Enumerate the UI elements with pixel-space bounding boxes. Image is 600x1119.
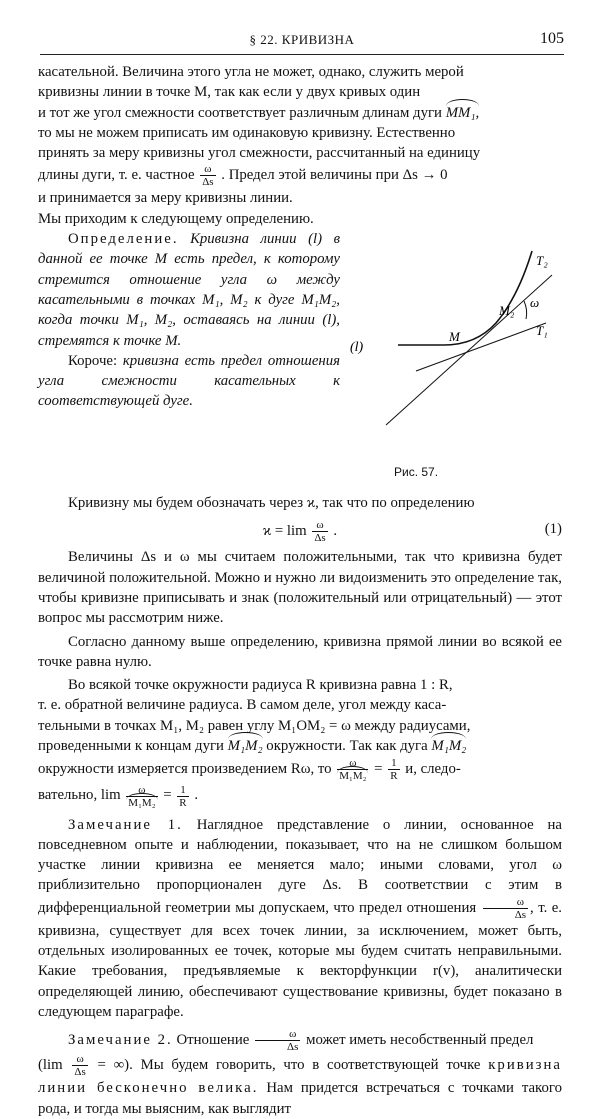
- formula-lhs: ϰ = lim: [262, 523, 307, 540]
- figure-caption: Рис. 57.: [394, 465, 439, 480]
- para5-line: окружности измеряется произведением Rω, то $\frac{\omega}{\text{M₁M₂}}$ = $\frac{1}{R}$ и, следо-: [38, 757, 461, 783]
- label-t2: T₂: [536, 253, 548, 269]
- label-omega: ω: [530, 295, 540, 311]
- remark1: Замечание 1. Наглядное представление о линии, основанное на повседневном опыте и наблюдении, показывает, что на не слишком большом участке линии кривизна ее меняется мало; иными словами, угол ω приблизительно пропорционален дуге Δs. В соответствии с этим в дифференциальной геометрии мы допускаем, что предел отношения $\frac{\omega}{\Delta s}$ , т. е. кривизна, существует для всех точек линии, за исключением, может быть, отдельных изолированных ее точек, которые мы будем считать неправильными. Какие требования, предъявляемые к векторфункции r(v), аналитически определяющей линию, обеспечивают существование кривизны, будет показано в следующем параграфе.: [38, 816, 562, 1020]
- remark2-label: Замечание 2.: [68, 1032, 173, 1049]
- page-body: [38, 62, 562, 1119]
- fraction-omega-arc: $\frac{\omega}{\text{M₁M₂}}$: [339, 757, 367, 783]
- short-label: Короче:: [68, 352, 118, 369]
- tangent-t2: [386, 275, 552, 425]
- definition-with-figure: [38, 229, 562, 493]
- para1-line: и тот же угол смежности соответствует различным длинам дуги MM₁,: [38, 103, 562, 123]
- remark1-label: Замечание 1.: [68, 816, 183, 833]
- curve-l: [398, 251, 532, 345]
- para1-line: кривизны линии в точке M, так как если у двух кривых один: [38, 84, 421, 101]
- para2: Кривизну мы будем обозначать через ϰ, так что по определению: [68, 495, 475, 512]
- figure-57: [346, 229, 562, 459]
- running-header: [40, 28, 564, 55]
- remark2: Замечание 2. Отношение $\frac{\omega}{\Delta s}$ может иметь несобственный предел: [68, 1028, 534, 1054]
- fraction-remark1: $\frac{\omega}{\Delta s}$: [483, 896, 528, 921]
- label-t1: T₁: [536, 323, 548, 339]
- fraction-remark2: $\frac{\omega}{\Delta s}$: [255, 1028, 300, 1053]
- section-title: § 22. КРИВИЗНА: [249, 32, 355, 47]
- equation-number: (1): [544, 521, 562, 538]
- label-l: (l): [350, 340, 364, 356]
- para1-line: и принимается за меру кривизны линии.: [38, 190, 293, 207]
- formula-1: ϰ = lim $\frac{\omega}{\Delta s}$ . (1): [262, 519, 562, 545]
- para4: Согласно данному выше определению, кривизна прямой линии во всякой ее точке равна нулю.: [38, 633, 562, 670]
- fraction-limit-inf: $\frac{\omega}{\Delta s}$: [74, 1053, 86, 1079]
- arc-m1m2: M₁M₂: [228, 736, 263, 756]
- remark2-cont: (lim $\frac{\omega}{\Delta s}$ = ∞). Мы будем говорить, что в соответствующей точке кривизна линии бесконечно велика. Нам придется встречаться с точками такого рода, и тогда мы выясним, как выглядит: [38, 1053, 562, 1117]
- emphasis-infinite-curvature: кривизна линии бесконечно велика.: [38, 1057, 562, 1097]
- angle-arc: [524, 301, 527, 319]
- para1-line: принять за меру кривизны угол смежности, рассчитанный на единицу: [38, 145, 481, 162]
- tangent-t1: [416, 323, 546, 371]
- page-number: 105: [540, 30, 564, 47]
- para5-line: т. е. обратной величине радиуса. В самом деле, угол между каса-: [38, 697, 447, 714]
- para5-line: проведенными к концам дуги M₁M₂ окружности. Так как дуга M₁M₂: [38, 736, 562, 756]
- curve-diagram: [346, 229, 562, 459]
- definition-block: [38, 229, 340, 412]
- arc-m1m2: M₁M₂: [431, 736, 466, 756]
- para1-line: касательной. Величина этого угла не может, однако, служить мерой: [38, 64, 464, 80]
- fraction-one-r-lim: $\frac{1}{R}$: [179, 783, 187, 809]
- para5-line: тельными в точках M₁, M₂ равен углу M₁OM₂ = ω между радиусами,: [38, 717, 471, 734]
- fraction-lim-omega-arc: $\frac{\omega}{\text{M₁M₂}}$: [128, 783, 156, 809]
- para5-line: Во всякой точке окружности радиуса R кривизна равна 1 : R,: [68, 677, 453, 694]
- para3: Величины Δs и ω мы считаем положительными, так что кривизна будет величиной положительной. Можно и нужно ли видоизменить это определение так, чтобы кривизне приписывать и знак (положительный или отрицательный) — этот вопрос мы рассмотрим ниже.: [38, 549, 562, 627]
- formula-fraction: $\frac{\omega}{\Delta s}$: [314, 519, 326, 545]
- para1-line: то мы не можем приписать им одинаковую кривизну. Естественно: [38, 124, 456, 141]
- label-m: M: [449, 329, 460, 345]
- para1-line: длины дуги, т. е. частное $\frac{\omega}{\Delta s}$ . Предел этой величины при Δs → 0: [38, 163, 448, 189]
- definition-text: Кривизна линии (l) в данной ее точке M есть предел, к которому стремится отношение угла ω между касательными в точках M₁, M₂ к дуге M₁M₂, когда точки M₁, M₂, оставаясь на линии (l), стремятся к точке M.: [38, 231, 340, 349]
- fraction-omega-ds: $\frac{\omega}{\Delta s}$: [202, 163, 214, 189]
- fraction-one-r: $\frac{1}{R}$: [390, 757, 398, 783]
- definition-label: Определение.: [68, 231, 179, 248]
- short-text: кривизна есть предел отношения угла смежности касательных к соответствующей дуге.: [38, 352, 341, 410]
- para5-line: вательно, lim $\frac{\omega}{\text{M₁M₂}}$ = $\frac{1}{R}$ .: [38, 783, 199, 809]
- para1-line: Мы приходим к следующему определению.: [38, 210, 314, 227]
- arc-mm1: MM₁,: [446, 103, 480, 123]
- label-m2: M₂: [499, 303, 515, 319]
